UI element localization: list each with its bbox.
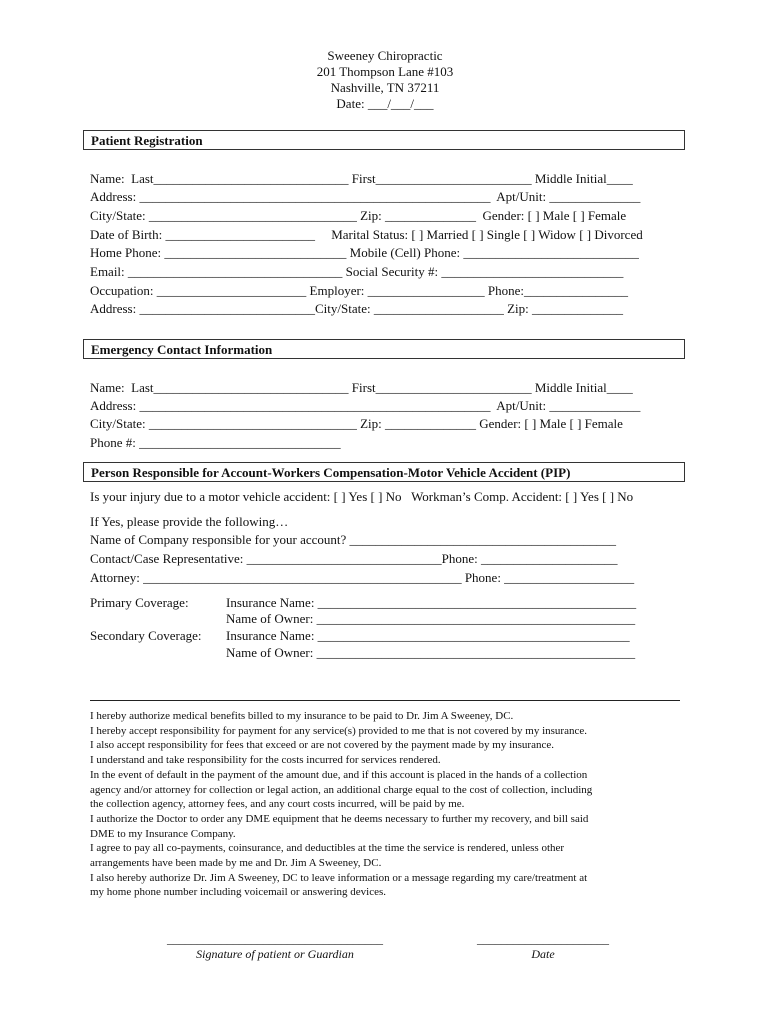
contact-field[interactable]: Contact/Case Representative: ______________________________Phone: _____________________ <box>90 551 618 566</box>
attorney-field[interactable]: Attorney: _________________________________________________ Phone: ____________________ <box>90 570 635 585</box>
patient-dob-field[interactable]: Date of Birth: _______________________ Marital Status: [ ] Married [ ] Single [ ] Widow [ ] Divorced <box>90 227 643 242</box>
terms-line: agency and/or attorney for collection or legal action, an additional charge equal to the cost of collection, including <box>90 783 593 796</box>
terms-line: I understand and take responsibility for the costs incurred for services rendered. <box>90 754 441 767</box>
patient-employer-address-field[interactable]: Address: ___________________________City/State: ____________________ Zip: ______________ <box>90 301 623 316</box>
terms-line: I agree to pay all co-payments, coinsurance, and deductibles at the time the service is rendered, unless other <box>90 842 565 855</box>
terms-line: arrangements have been made by me and Dr. Jim A Sweeney, DC. <box>90 857 382 869</box>
signature-label: Signature of patient or Guardian <box>196 947 354 961</box>
terms-line: I also accept responsibility for fees that exceed or are not covered by the payment made by my insurance. <box>90 739 554 752</box>
emergency-phone-field[interactable]: Phone #: _______________________________ <box>90 435 341 450</box>
practice-city: Nashville, TN 37211 <box>330 80 440 95</box>
company-field[interactable]: Name of Company responsible for your account? _________________________________________ <box>90 532 617 547</box>
secondary-coverage-label: Secondary Coverage: <box>90 628 202 643</box>
emergency-address-field[interactable]: Address: ______________________________________________________ Apt/Unit: ______________ <box>90 398 641 413</box>
signature-line[interactable]: ____________________________________ <box>167 932 383 946</box>
section-responsible-party: Person Responsible for Account-Workers Compensation-Motor Vehicle Accident (PIP) <box>83 462 685 482</box>
terms-line: the collection agency, attorney fees, and any court costs incurred, will be paid by me. <box>90 798 465 811</box>
terms-line: I hereby authorize medical benefits billed to my insurance to be paid to Dr. Jim A Sweeney, DC. <box>90 710 514 722</box>
injury-question[interactable]: Is your injury due to a motor vehicle accident: [ ] Yes [ ] No Workman’s Comp. Accident: [ ] Yes [ ] No <box>90 489 634 504</box>
if-yes-instruction: If Yes, please provide the following… <box>90 514 289 529</box>
terms-line: DME to my Insurance Company. <box>90 827 236 840</box>
emergency-city-field[interactable]: City/State: ________________________________ Zip: ______________ Gender: [ ] Male [ ] Female <box>90 416 623 431</box>
terms-line: my home phone number including voicemail or answering devices. <box>90 886 387 899</box>
practice-name: Sweeney Chiropractic <box>327 48 443 63</box>
form-date: Date: ___/___/___ <box>336 96 434 111</box>
signature-date-line[interactable]: ______________________ <box>477 932 609 946</box>
primary-coverage-label: Primary Coverage: <box>90 595 189 610</box>
divider-line <box>90 700 680 701</box>
patient-city-field[interactable]: City/State: ________________________________ Zip: ______________ Gender: [ ] Male [ ] Female <box>90 208 627 223</box>
emergency-name-field[interactable]: Name: Last______________________________ First________________________ Middle Initial____ <box>90 380 633 395</box>
terms-line: I hereby accept responsibility for payment for any service(s) provided to me that is not covered by my insurance. <box>90 724 587 737</box>
practice-street: 201 Thompson Lane #103 <box>316 64 454 79</box>
patient-address-field[interactable]: Address: ______________________________________________________ Apt/Unit: ______________ <box>90 189 641 204</box>
patient-name-field[interactable]: Name: Last______________________________ First________________________ Middle Initial____ <box>90 171 633 186</box>
terms-line: In the event of default in the payment of the amount due, and if this account is placed in the hands of a collection <box>90 768 588 781</box>
section-patient-registration: Patient Registration <box>83 130 685 150</box>
patient-email-field[interactable]: Email: _________________________________ Social Security #: ____________________________ <box>90 264 624 279</box>
primary-insurance-field[interactable]: Insurance Name: _________________________________________________ <box>226 595 637 610</box>
patient-occupation-field[interactable]: Occupation: _______________________ Employer: __________________ Phone:________________ <box>90 283 629 298</box>
terms-line: I also hereby authorize Dr. Jim A Sweeney, DC to leave information or a message regarding my care/treatment at <box>90 871 588 884</box>
signature-date-label: Date <box>531 947 555 961</box>
primary-owner-field[interactable]: Name of Owner: _________________________________________________ <box>226 611 636 626</box>
section-emergency-contact: Emergency Contact Information <box>83 339 685 359</box>
terms-line: I authorize the Doctor to order any DME equipment that he deems necessary to further my recovery, and bill said <box>90 812 589 825</box>
secondary-owner-field[interactable]: Name of Owner: _________________________________________________ <box>226 645 636 660</box>
secondary-insurance-field[interactable]: Insurance Name: ________________________________________________ <box>226 628 630 643</box>
patient-phone-field[interactable]: Home Phone: ____________________________ Mobile (Cell) Phone: ___________________________ <box>90 245 639 260</box>
